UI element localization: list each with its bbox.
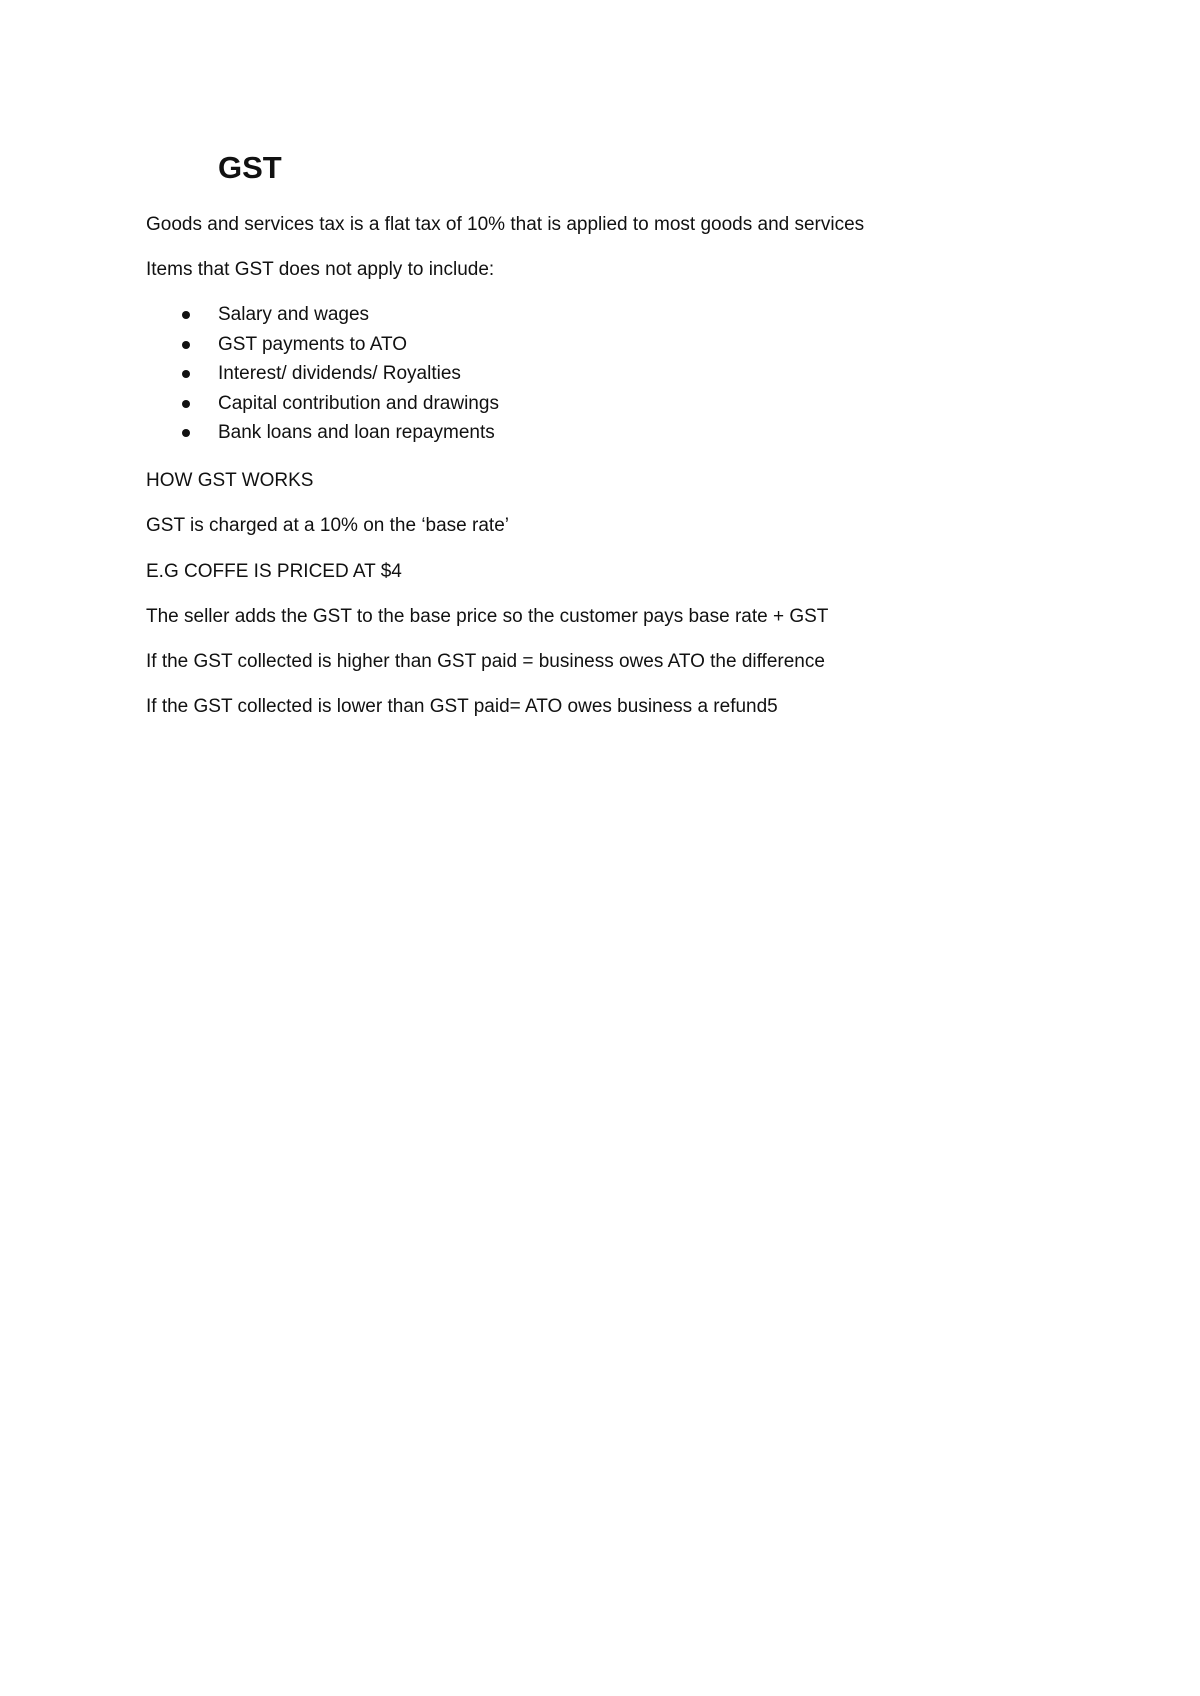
collected-higher-paragraph: If the GST collected is higher than GST paid = business owes ATO the difference [146, 651, 825, 672]
bullet-icon [182, 429, 190, 437]
collected-lower-paragraph: If the GST collected is lower than GST paid= ATO owes business a refund5 [146, 696, 778, 717]
how-paragraph: GST is charged at a 10% on the ‘base rate’ [146, 515, 509, 536]
example-paragraph: E.G COFFE IS PRICED AT $4 [146, 561, 402, 582]
seller-paragraph: The seller adds the GST to the base price so the customer pays base rate + GST [146, 606, 829, 627]
bullet-icon [182, 311, 190, 319]
bullet-icon [182, 341, 190, 349]
intro-paragraph: Goods and services tax is a flat tax of 10% that is applied to most goods and services [146, 214, 865, 235]
exclusions-heading: Items that GST does not apply to include: [146, 259, 495, 280]
document-title: GST [218, 150, 282, 185]
bullet-icon [182, 400, 190, 408]
list-item-text: Capital contribution and drawings [218, 392, 499, 414]
bullet-icon [182, 370, 190, 378]
list-item-text: Interest/ dividends/ Royalties [218, 363, 461, 384]
list-item-text: Bank loans and loan repayments [218, 422, 495, 443]
list-item-text: GST payments to ATO [218, 333, 408, 355]
how-heading: HOW GST WORKS [146, 470, 314, 491]
list-item-text: Salary and wages [218, 304, 370, 325]
